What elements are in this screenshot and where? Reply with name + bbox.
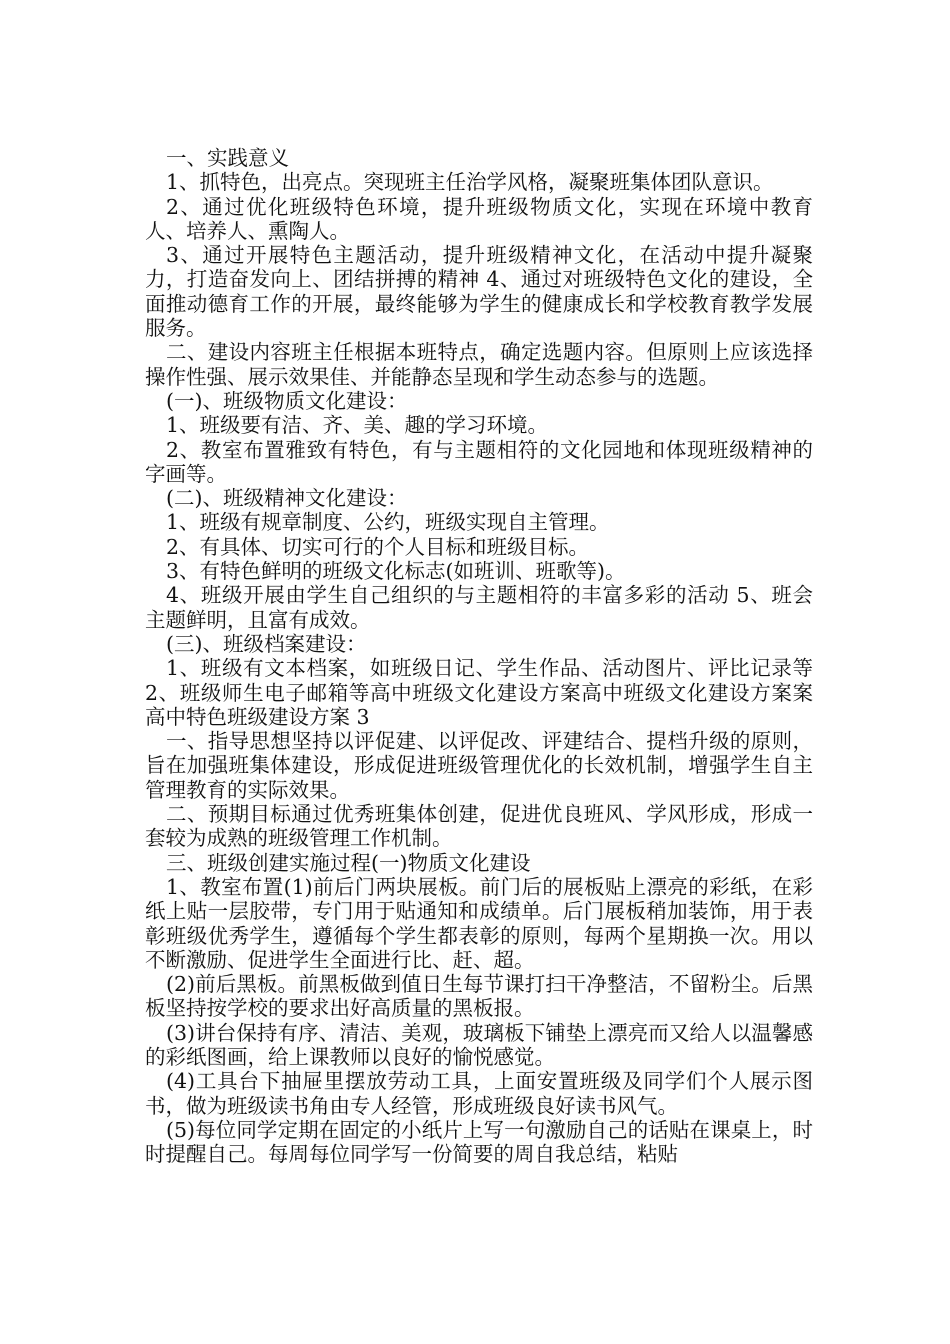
paragraph: 1、抓特色，出亮点。突现班主任治学风格，凝聚班集体团队意识。 — [166, 170, 774, 195]
paragraph: 2、通过优化班级特色环境，提升班级物质文化，实现在环境中教育人、培养人、熏陶人。 — [145, 194, 813, 243]
paragraph: (三)、班级档案建设： — [166, 631, 367, 656]
paragraph: 三、班级创建实施过程(一)物质文化建设 — [166, 850, 531, 875]
paragraph: 1、班级有规章制度、公约，班级实现自主管理。 — [166, 510, 610, 535]
paragraph: (5)每位同学定期在固定的小纸片上写一句激励自己的话贴在课桌上，时时提醒自己。每周每位同学写一份简要的周自我总结，粘贴 — [145, 1117, 813, 1167]
paragraph: 二、预期目标通过优秀班集体创建，促进优良班风、学风形成，形成一套较为成熟的班级管理工作机制。 — [145, 802, 813, 851]
paragraph: 1、班级有文本档案，如班级日记、学生作品、活动图片、评比记录等 2、班级师生电子邮箱等高中班级文化建设方案高中班级文化建设方案案高中特色班级建设方案 3 — [145, 656, 813, 729]
paragraph: 4、班级开展由学生自己组织的与主题相符的丰富多彩的活动 5、班会主题鲜明，且富有成效。 — [145, 583, 813, 632]
paragraph: 2、有具体、切实可行的个人目标和班级目标。 — [166, 534, 590, 559]
paragraph: (二)、班级精神文化建设： — [166, 486, 408, 511]
paragraph: 2、教室布置雅致有特色，有与主题相符的文化园地和体现班级精神的字画等。 — [145, 437, 813, 486]
paragraph: 二、建设内容班主任根据本班特点，确定选题内容。但原则上应该选择操作性强、展示效果佳、并能静态呈现和学生动态参与的选题。 — [145, 340, 813, 389]
paragraph: 一、实践意义 — [166, 146, 289, 170]
paragraph: 3、有特色鲜明的班级文化标志(如班训、班歌等)。 — [166, 559, 626, 584]
paragraph: 1、教室布置(1)前后门两块展板。前门后的展板贴上漂亮的彩纸，在彩纸上贴一层胶带，专门用于贴通知和成绩单。后门展板稍加装饰，用于表彰班级优秀学生，遵循每个学生都表彰的原则，每两个星期换一次。用以不断激励、促进学生全面进行比、赶、超。 — [145, 874, 813, 972]
document-page — [145, 146, 813, 1166]
paragraph: (4)工具台下抽屉里摆放劳动工具，上面安置班级及同学们个人展示图书，做为班级读书角由专人经管，形成班级良好读书风气。 — [145, 1069, 813, 1118]
paragraph: (3)讲台保持有序、清洁、美观，玻璃板下铺垫上漂亮而又给人以温馨感的彩纸图画，给上课教师以良好的愉悦感觉。 — [145, 1020, 813, 1069]
paragraph: (一)、班级物质文化建设： — [166, 388, 408, 413]
paragraph: 3、通过开展特色主题活动，提升班级精神文化，在活动中提升凝聚力，打造奋发向上、团结拼搏的精神 4、通过对班级特色文化的建设，全面推动德育工作的开展，最终能够为学生的健康成长和学校教育教学发展服务。 — [145, 243, 813, 341]
paragraph: (2)前后黑板。前黑板做到值日生每节课打扫干净整洁，不留粉尘。后黑板坚持按学校的要求出好高质量的黑板报。 — [145, 972, 813, 1021]
paragraph: 1、班级要有洁、齐、美、趣的学习环境。 — [166, 413, 549, 438]
paragraph: 一、指导思想坚持以评促建、以评促改、评建结合、提档升级的原则，旨在加强班集体建设，形成促进班级管理优化的长效机制，增强学生自主管理教育的实际效果。 — [145, 729, 813, 802]
